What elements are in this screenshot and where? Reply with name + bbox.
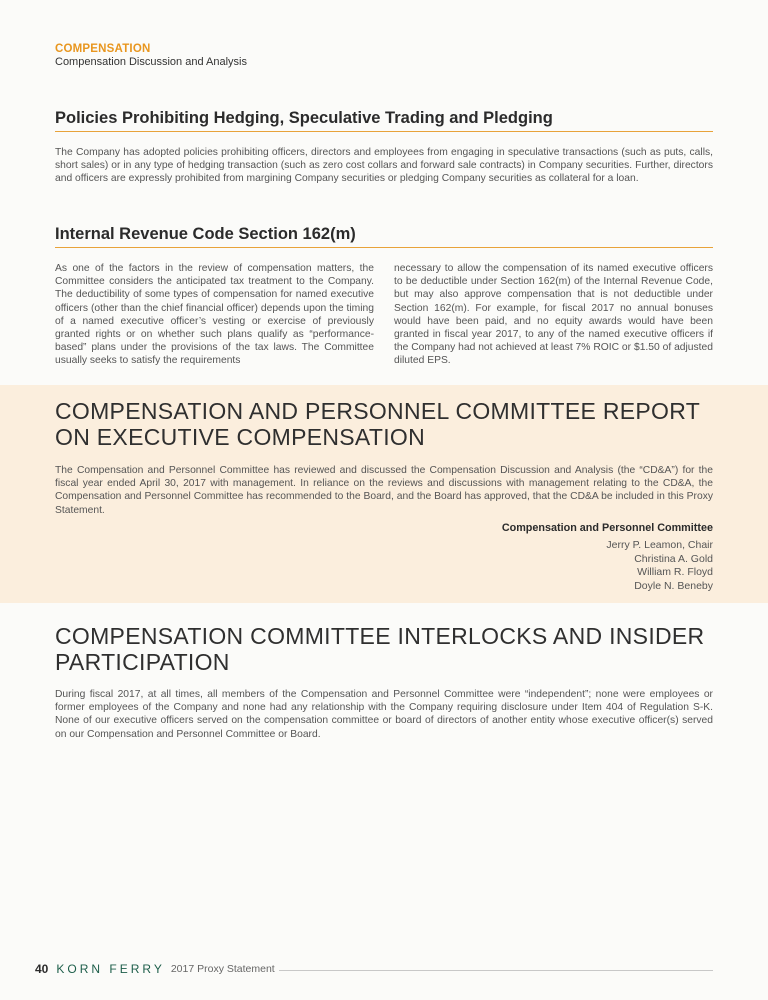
committee-name: Compensation and Personnel Committee (501, 522, 713, 534)
irc-column-right: necessary to allow the compensation of its named executive officers to be deductible under Section 162(m) of the Internal Revenue Code, but may also approve compensation that is not deductible under Section 162(m). For example, for fiscal 2017 no annual bonuses would have been paid, and no equity awards would have been granted in fiscal year 2017, to any of the named executive officers if the Company had not achieved at least 7% ROIC or $1.50 of adjusted diluted EPS. (394, 263, 713, 367)
irc-columns (55, 262, 713, 368)
committee-member: Christina A. Gold (634, 552, 713, 565)
committee-member: William R. Floyd (637, 566, 713, 578)
committee-member: Doyle N. Beneby (634, 579, 713, 592)
hedging-paragraph: The Company has adopted policies prohibiting officers, directors and employees from engaging in speculative transactions (such as puts, calls, short sales) or in any type of hedging transaction (such as zero cost collars and forward sale contracts) in Company securities. Further, directors and officers are expressly prohibited from margining Company securities or pledging Company securities as collateral for a loan. (55, 147, 713, 185)
report-title (55, 398, 713, 450)
footer-rule (279, 970, 713, 971)
page-number: 40 (35, 962, 49, 976)
document-title: 2017 Proxy Statement (170, 963, 275, 975)
report-paragraph: The Compensation and Personnel Committee has reviewed and discussed the Compensation Discussion and Analysis (the “CD&A”) for the fiscal year ended April 30, 2017 with management. In reliance on the reviews and discussions with management relating to the CD&A, the Compensation and Personnel Committee has recommended to the Board, and the Board has approved, that the CD&A be included in this Proxy Statement. (55, 465, 713, 516)
report-title-line-1: COMPENSATION AND PERSONNEL COMMITTEE REPORT (55, 398, 701, 424)
interlocks-paragraph: During fiscal 2017, at all times, all members of the Compensation and Personnel Committee were “independent”; none were employees or former employees of the Company and none had any relationship with the Company requiring disclosure under Item 404 of Regulation S-K. None of our executive officers served on the compensation committee or board of directors of another entity whose executive officer(s) served on our Compensation and Personnel Committee or Board. (55, 689, 713, 740)
committee-member: Jerry P. Leamon, Chair (606, 539, 713, 551)
page-header (55, 42, 247, 69)
committee-signoff (502, 520, 713, 593)
section-label: COMPENSATION (55, 43, 151, 55)
irc-column-left: As one of the factors in the review of compensation matters, the Committee considers the anticipated tax treatment to the Company. The deductibility of some types of compensation for named executive officers (other than the chief financial officer) depends upon the timing of a named executive officer’s vesting or exercise of previously granted rights or on whether such plans qualify as “performance-based” plans under the provisions of the tax laws. The Committee usually seeks to satisfy the requirements (55, 263, 374, 367)
irc-heading: Internal Revenue Code Section 162(m) (55, 224, 713, 248)
interlocks-title (55, 623, 713, 675)
report-title-line-2: ON EXECUTIVE COMPENSATION (55, 424, 426, 450)
interlocks-title-line-1: COMPENSATION COMMITTEE INTERLOCKS AND INSIDER (55, 623, 705, 649)
subsection-label: Compensation Discussion and Analysis (55, 56, 247, 68)
hedging-heading: Policies Prohibiting Hedging, Speculative Trading and Pledging (55, 108, 713, 132)
brand-logo: KORN FERRY (56, 962, 165, 976)
page-footer (35, 962, 713, 976)
interlocks-title-line-2: PARTICIPATION (55, 649, 230, 675)
